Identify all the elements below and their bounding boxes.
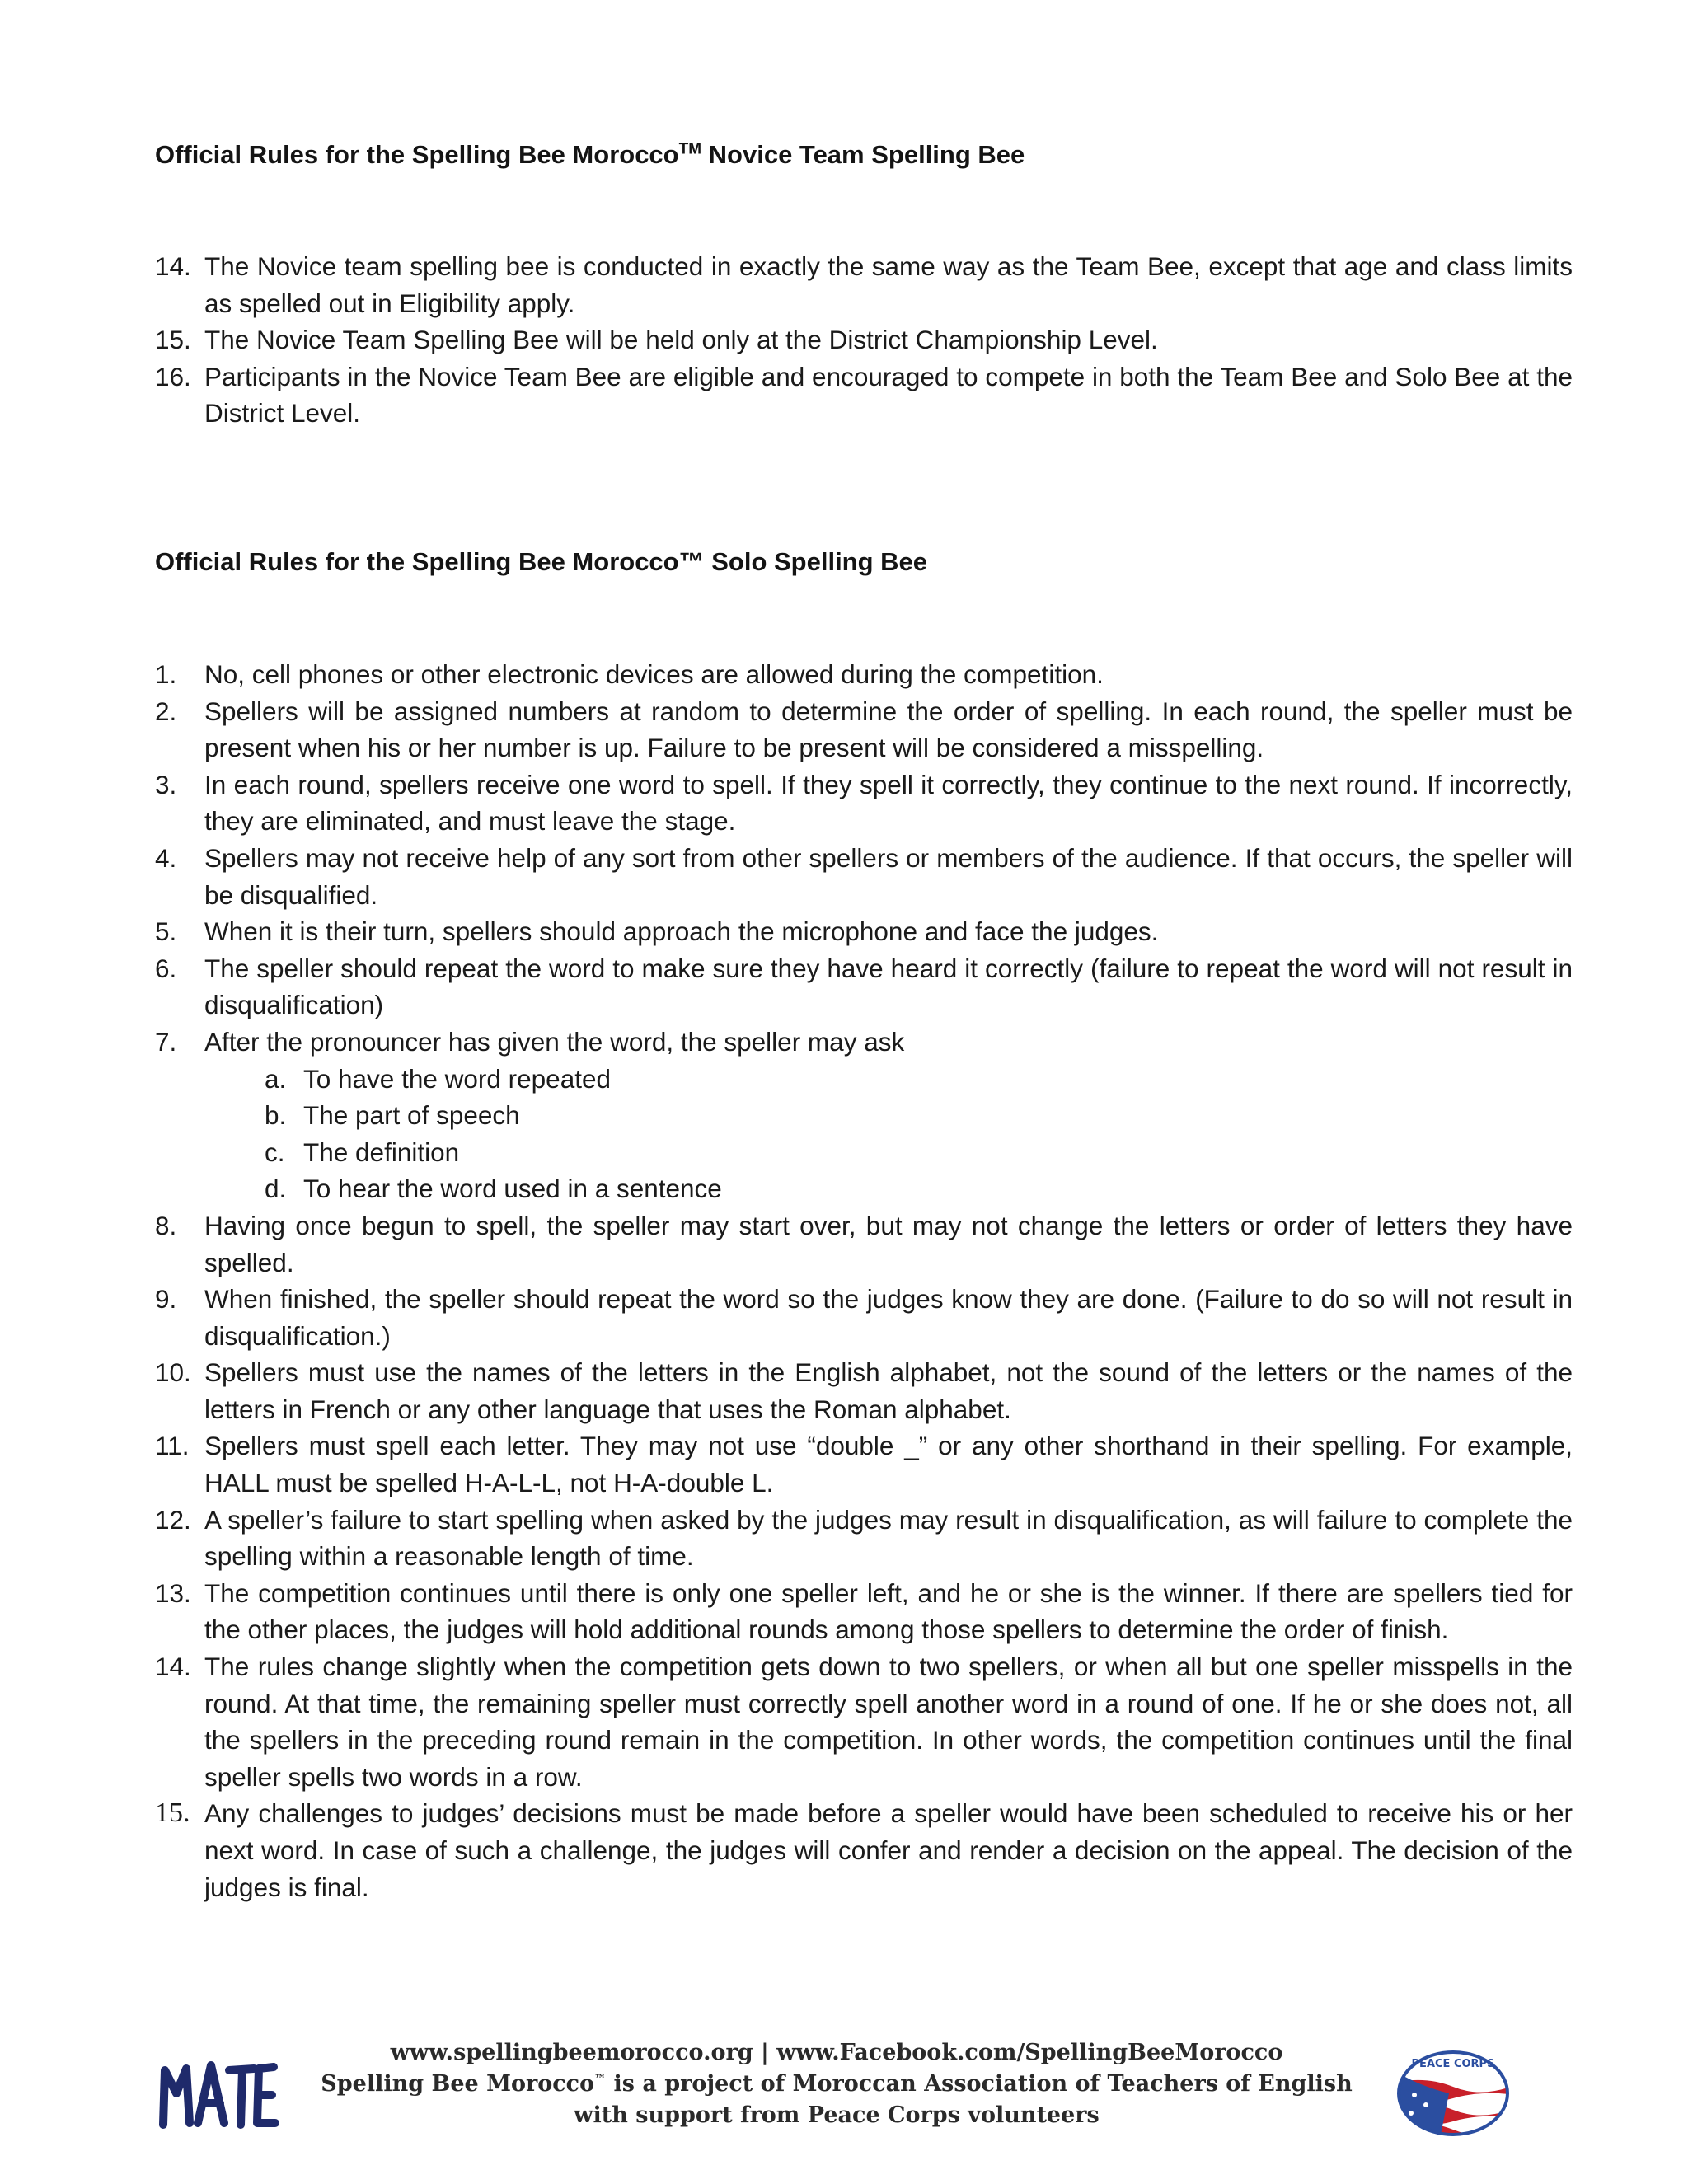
rule-item [155, 1024, 1573, 1207]
rule-text: Spellers must use the names of the letters in the English alphabet, not the sound of the letters or the names of the letters in French or any other language that uses the Roman alphabet. [204, 1357, 1573, 1424]
mate-logo [157, 2052, 280, 2135]
footer-support-line: with support from Peace Corps volunteers [574, 2102, 1100, 2128]
sub-item [204, 1134, 1573, 1171]
title-text-suffix: Novice Team Spelling Bee [701, 140, 1025, 169]
rule-number: 15. [155, 1797, 190, 1829]
rule-item [155, 950, 1573, 1024]
rule-text: When finished, the speller should repeat the word so the judges know they are done. (Failure to do so will not result in disqualification.) [204, 1284, 1573, 1351]
rule-text: The rules change slightly when the competition gets down to two spellers, or when all but one speller misspells in the round. At that time, the remaining speller must correctly spell another word in a round of one. If he or she does not, all the spellers in the preceding round remain in the competition. In other words, the competition continues until the final speller spells two words in a row. [204, 1652, 1573, 1792]
rule-text: Having once begun to spell, the speller may start over, but may not change the letters or order of letters they have spelled. [204, 1210, 1573, 1277]
trademark-mark: ™ [594, 2073, 607, 2086]
footer-text [305, 2037, 1368, 2131]
rule-number: 15. [155, 325, 191, 355]
rule-item [155, 840, 1573, 913]
rule-number: 1. [155, 659, 177, 689]
rule-number: 8. [155, 1210, 177, 1240]
rule-item [155, 1575, 1573, 1648]
rule-number: 14. [155, 1652, 191, 1682]
rule-text: The Novice Team Spelling Bee will be held only at the District Championship Level. [204, 325, 1158, 355]
rule-text: No, cell phones or other electronic devices are allowed during the competition. [204, 659, 1104, 689]
footer-project-line [305, 2069, 1368, 2100]
sub-item-letter: d. [265, 1174, 287, 1204]
rule-sublist [204, 1061, 1573, 1207]
rule-number: 2. [155, 696, 177, 726]
sub-item-text: To hear the word used in a sentence [303, 1174, 722, 1204]
rule-text: The Novice team spelling bee is conducted in exactly the same way as the Team Bee, except that age and class limits as spelled out in Eligibility apply. [204, 251, 1573, 318]
rule-text: Spellers will be assigned numbers at random to determine the order of spelling. In each round, the speller must be present when his or her number is up. Failure to be present will be considered a misspelling. [204, 696, 1573, 763]
sub-item-text: The part of speech [303, 1100, 520, 1131]
project-name: Spelling Bee Morocco [321, 2071, 595, 2097]
sub-item-letter: c. [265, 1137, 285, 1167]
rule-text: The speller should repeat the word to make sure they have heard it correctly (failure to repeat the word will not result in disqualification) [204, 953, 1573, 1020]
rule-item [155, 1427, 1573, 1501]
rule-number: 6. [155, 953, 177, 983]
rule-item [155, 1502, 1573, 1575]
rule-item [155, 1281, 1573, 1354]
rule-text: Any challenges to judges’ decisions must be made before a speller would have been scheduled to receive his or her next word. In case of such a challenge, the judges will confer and render a decision on the appeal. The decision of the judges is final. [204, 1798, 1573, 1902]
title-text: Official Rules for the Spelling Bee Morocco [155, 140, 679, 169]
sub-item-text: The definition [303, 1137, 460, 1167]
sub-item-letter: b. [265, 1100, 287, 1131]
sub-item-letter: a. [265, 1063, 287, 1094]
rule-item [155, 1354, 1573, 1427]
rule-item [155, 693, 1573, 766]
rule-item [155, 913, 1573, 950]
page-footer [0, 2036, 1688, 2159]
rule-item [155, 321, 1573, 359]
rule-number: 9. [155, 1284, 177, 1315]
rule-number: 16. [155, 361, 191, 391]
sub-item-text: To have the word repeated [303, 1063, 612, 1094]
rule-text: Participants in the Novice Team Bee are eligible and encouraged to compete in both the Team Bee and Solo Bee at the District Level. [204, 361, 1573, 429]
rule-text: Spellers may not receive help of any sort from other spellers or members of the audience. If that occurs, the speller will be disqualified. [204, 842, 1573, 910]
rule-number: 5. [155, 916, 177, 947]
rule-item [155, 248, 1573, 321]
rule-number: 14. [155, 251, 191, 281]
rule-text: After the pronouncer has given the word, the speller may ask [204, 1026, 905, 1057]
novice-section-title [155, 138, 1025, 171]
sub-item [204, 1170, 1573, 1207]
trademark-mark: TM [678, 140, 702, 158]
rule-number: 13. [155, 1577, 191, 1608]
project-description: is a project of Moroccan Association of Teachers of English [606, 2071, 1353, 2097]
footer-links: www.spellingbeemorocco.org | www.Facebook.com/SpellingBeeMorocco [390, 2040, 1283, 2065]
rule-item [155, 1795, 1573, 1905]
rule-text: The competition continues until there is only one speller left, and he or she is the winner. If there are spellers tied for the other places, the judges will hold additional rounds among those spellers to determine the order of finish. [204, 1577, 1573, 1645]
novice-rules-list [155, 248, 1573, 432]
rule-number: 12. [155, 1504, 191, 1535]
sub-item [204, 1097, 1573, 1134]
rule-text: In each round, spellers receive one word to spell. If they spell it correctly, they continue to the next round. If incorrectly, they are eliminated, and must leave the stage. [204, 769, 1573, 837]
rule-item [155, 1648, 1573, 1795]
rule-text: When it is their turn, spellers should approach the microphone and face the judges. [204, 916, 1159, 947]
rule-number: 11. [155, 1431, 190, 1461]
rule-number: 3. [155, 769, 177, 799]
rule-text: A speller’s failure to start spelling when asked by the judges may result in disqualification, as will failure to complete the spelling within a reasonable length of time. [204, 1504, 1573, 1572]
peace-corps-logo [1391, 2036, 1515, 2143]
rule-number: 10. [155, 1357, 191, 1388]
rule-item [155, 359, 1573, 432]
rule-item [155, 1207, 1573, 1281]
solo-section-title: Official Rules for the Spelling Bee Morocco™ Solo Spelling Bee [155, 547, 928, 576]
sub-item [204, 1061, 1573, 1098]
rule-item [155, 656, 1573, 693]
solo-rules-list [155, 656, 1573, 1905]
rule-number: 4. [155, 842, 177, 873]
rule-number: 7. [155, 1026, 177, 1057]
rule-text: Spellers must spell each letter. They may not use “double _” or any other shorthand in their spelling. For example, HALL must be spelled H-A-L-L, not H-A-double L. [204, 1431, 1573, 1498]
rule-item [155, 766, 1573, 840]
peace-corps-logo-text: PEACE CORPS [1411, 2058, 1495, 2070]
